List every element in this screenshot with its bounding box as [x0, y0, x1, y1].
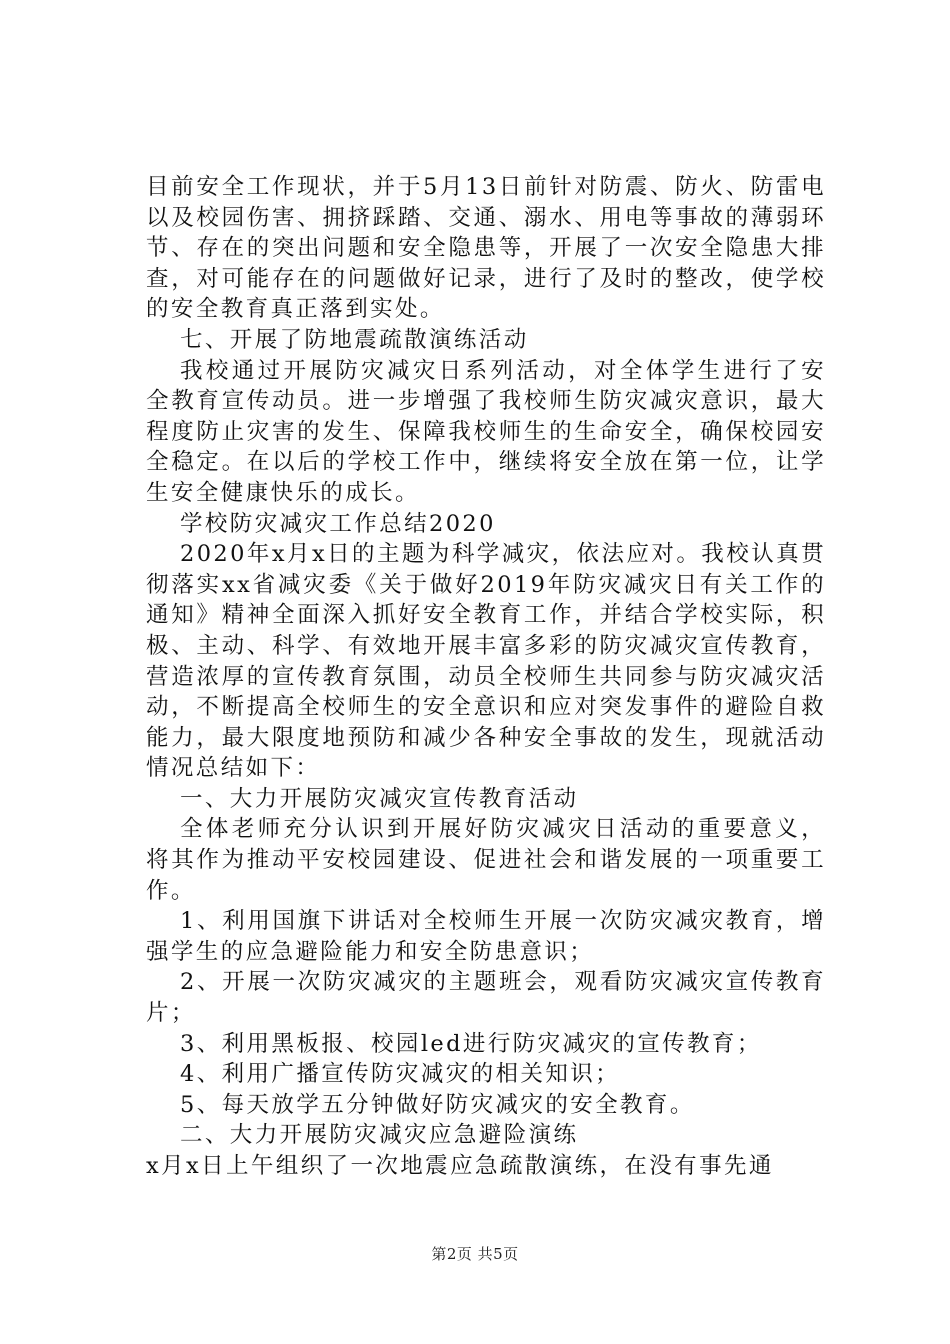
list-item: 1、利用国旗下讲话对全校师生开展一次防灾减灾教育，增强学生的应急避险能力和安全防患意识； [146, 908, 826, 965]
list-item: 4、利用广播宣传防灾减灾的相关知识； [180, 1061, 621, 1088]
paragraph: 目前安全工作现状，并于5月13日前针对防震、防火、防雷电以及校园伤害、拥挤踩踏、交通、溺水、用电等事故的薄弱环节、存在的突出问题和安全隐患等，开展了一次安全隐患大排查，对可能存在的问题做好记录，进行了及时的整改，使学校的安全教育真正落到实处。 [146, 174, 826, 323]
list-item: 3、利用黑板报、校园led进行防灾减灾的宣传教育； [180, 1030, 762, 1057]
list-item: 5、每天放学五分钟做好防灾减灾的安全教育。 [180, 1091, 695, 1118]
document-title: 学校防灾减灾工作总结2020 [180, 510, 496, 537]
paragraph: 我校通过开展防灾减灾日系列活动，对全体学生进行了安全教育宣传动员。进一步增强了我校师生防灾减灾意识，最大程度防止灾害的发生、保障我校师生的生命安全，确保校园安全稳定。在以后的学校工作中，继续将安全放在第一位，让学生安全健康快乐的成长。 [146, 357, 826, 506]
section-heading: 七、开展了防地震疏散演练活动 [180, 326, 529, 353]
paragraph: x月x日上午组织了一次地震应急疏散演练，在没有事先通 [146, 1153, 774, 1179]
list-item: 2、开展一次防灾减灾的主题班会，观看防灾减灾宣传教育片； [146, 969, 826, 1027]
section-heading: 一、大力开展防灾减灾宣传教育活动 [180, 785, 579, 812]
paragraph: 2020年x月x日的主题为科学减灾，依法应对。我校认真贯彻落实xx省减灾委《关于做好2019年防灾减灾日有关工作的通知》精神全面深入抓好安全教育工作，并结合学校实际，积极、主动、科学、有效地开展丰富多彩的防灾减灾宣传教育，营造浓厚的宣传教育氛围，动员全校师生共同参与防灾减灾活动，不断提高全校师生的安全意识和应对突发事件的避险自救能力，最大限度地预防和减少各种安全事故的发生，现就活动情况总结如下： [146, 541, 826, 782]
document-body [146, 172, 826, 1182]
paragraph: 全体老师充分认识到开展好防灾减灾日活动的重要意义，将其作为推动平安校园建设、促进社会和谐发展的一项重要工作。 [146, 816, 826, 904]
section-heading: 二、大力开展防灾减灾应急避险演练 [180, 1122, 579, 1149]
page-number: 第2页 共5页 [431, 1245, 519, 1263]
